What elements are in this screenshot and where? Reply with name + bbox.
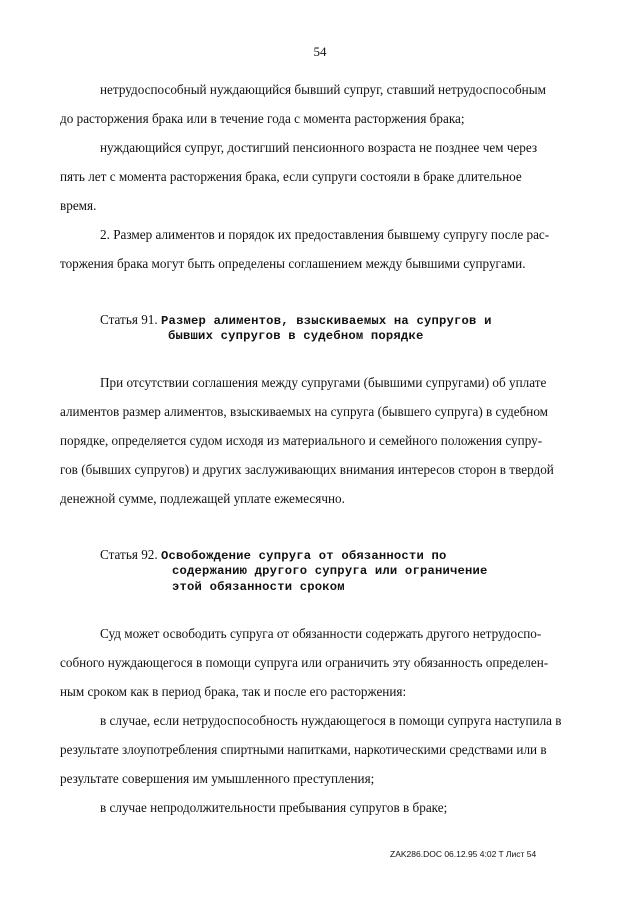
article-91-heading xyxy=(100,312,492,329)
article-91-title-line1: Размер алиментов, взыскиваемых на супругов и xyxy=(160,314,492,328)
text-line: нетрудоспособный нуждающийся бывший супруг, ставший нетрудоспособным xyxy=(100,82,546,97)
article-92-title-line1: Освобождение супруга от обязанности по xyxy=(160,549,447,563)
text-line: нуждающийся супруг, достигший пенсионного возраста не позднее чем через xyxy=(100,140,538,155)
text-line: денежной сумме, подлежащей уплате ежемесячно. xyxy=(60,491,345,506)
article-92-title-line2: содержанию другого супруга или ограничение xyxy=(172,564,488,578)
text-line: гов (бывших супругов) и других заслуживающих внимания интересов сторон в твердой xyxy=(60,462,554,477)
text-line: порядке, определяется судом исходя из материального и семейного положения супру- xyxy=(60,433,543,448)
article-91-label: Статья 91. xyxy=(100,312,158,327)
text-line: в случае, если нетрудоспособность нуждающегося в помощи супруга наступила в xyxy=(100,713,562,728)
article-92-label: Статья 92. xyxy=(100,547,158,562)
text-line: время. xyxy=(60,198,97,213)
text-line: результате злоупотребления спиртными напитками, наркотическими средствами или в xyxy=(60,742,547,757)
document-footer: ZAK286.DOC 06.12.95 4:02 T Лист 54 xyxy=(390,849,537,859)
text-line: до расторжения брака или в течение года с момента расторжения брака; xyxy=(60,111,465,126)
text-line: При отсутствии соглашения между супругами (бывшими супругами) об уплате xyxy=(100,375,547,390)
article-91-title-line2: бывших супругов в судебном порядке xyxy=(168,329,424,343)
text-line: пять лет с момента расторжения брака, если супруги состояли в браке длительное xyxy=(60,169,522,184)
text-line: 2. Размер алиментов и порядок их предоставления бывшему супругу после рас- xyxy=(100,227,550,242)
text-line: Суд может освободить супруга от обязанности содержать другого нетрудоспо- xyxy=(100,626,542,641)
text-line: в случае непродолжительности пребывания супругов в браке; xyxy=(100,800,448,815)
article-92-heading xyxy=(100,547,447,564)
text-line: торжения брака могут быть определены соглашением между бывшими супругами. xyxy=(60,256,526,271)
text-line: ным сроком как в период брака, так и после его расторжения: xyxy=(60,684,407,699)
article-92-title-line3: этой обязанности сроком xyxy=(172,580,345,594)
text-line: собного нуждающегося в помощи супруга или ограничить эту обязанность определен- xyxy=(60,655,549,670)
page-number: 54 xyxy=(313,44,327,59)
text-line: алиментов размер алиментов, взыскиваемых на супруга (бывшего супруга) в судебном xyxy=(60,404,549,419)
text-line: результате совершения им умышленного преступления; xyxy=(60,771,375,786)
